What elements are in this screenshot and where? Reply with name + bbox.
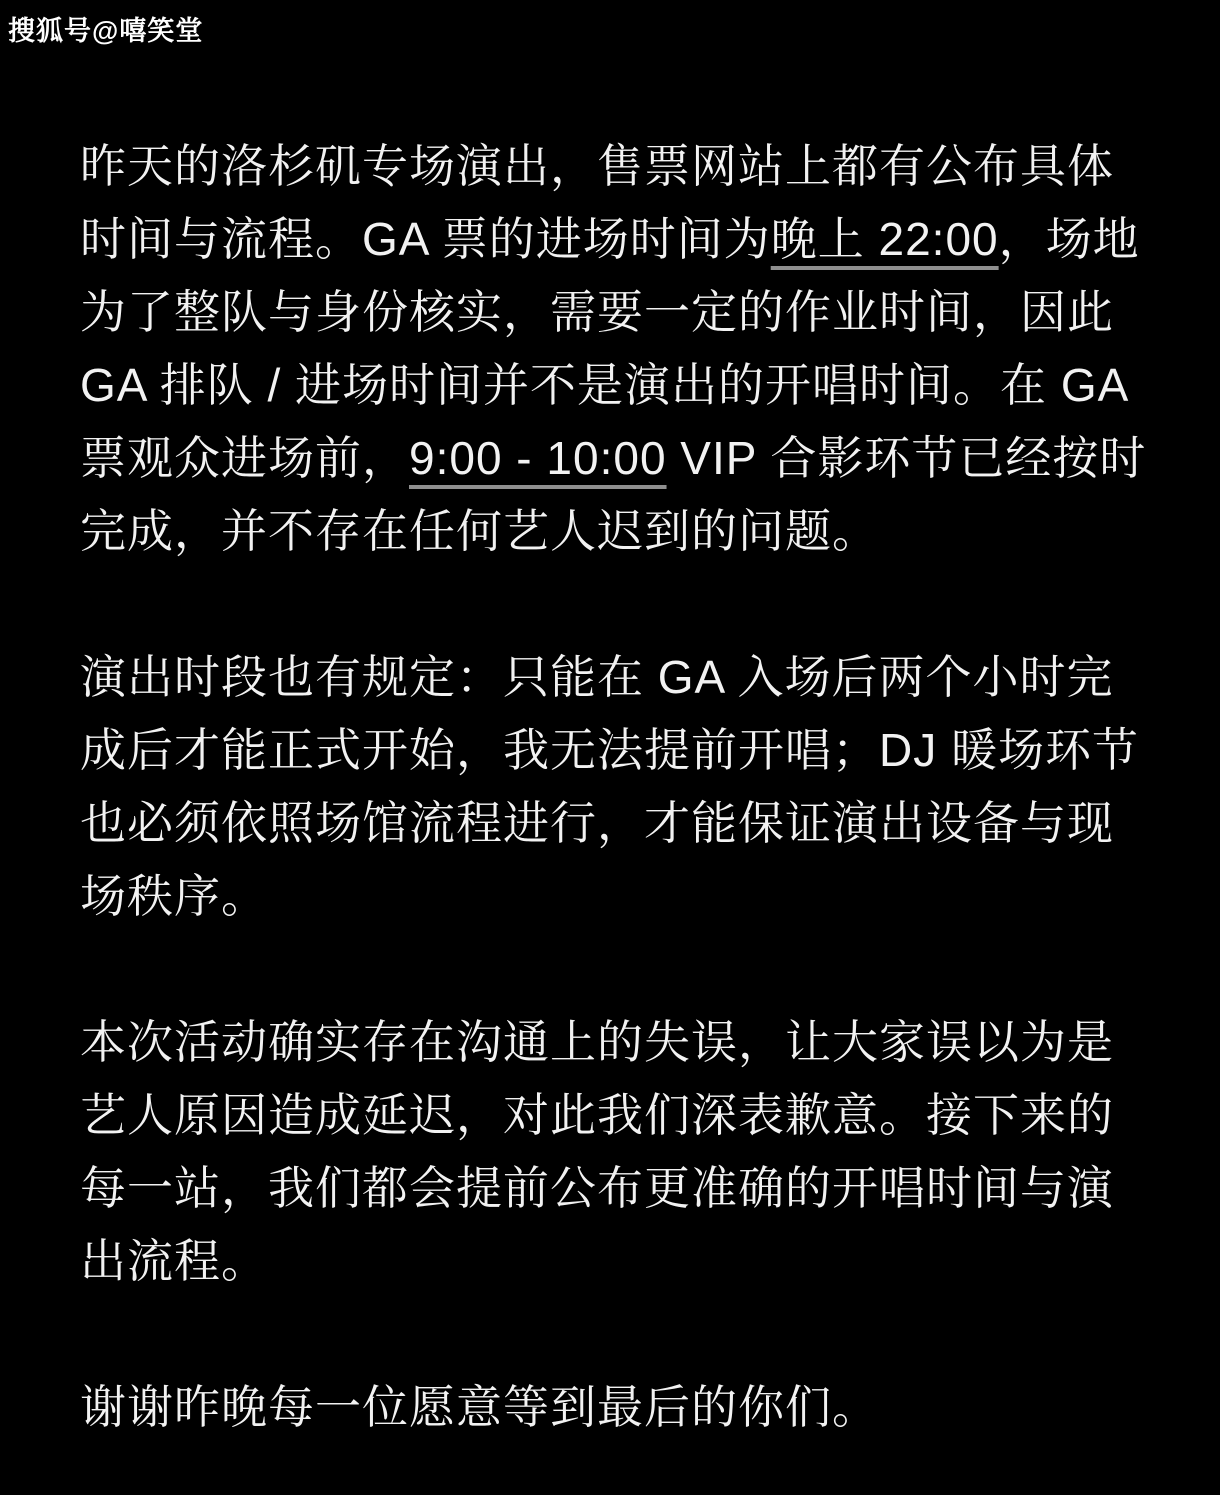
text-segment: 完成，并不存在任何艺人迟到的问题。 — [80, 505, 879, 557]
text-line — [80, 1371, 1160, 1444]
text-segment: 场秩序。 — [80, 870, 268, 922]
text-segment: ，场地 — [998, 213, 1140, 265]
text-segment: VIP 合影环节已经按时 — [666, 432, 1147, 484]
text-segment: 为了整队与身份核实，需要一定的作业时间，因此 — [80, 286, 1114, 338]
ga-entry-time: 晚上 22:00 — [770, 213, 999, 265]
text-segment: 票观众进场前， — [80, 432, 409, 484]
paragraph — [80, 130, 1160, 568]
text-line — [80, 349, 1160, 422]
text-line — [80, 130, 1160, 203]
vip-photo-time: 9:00 - 10:00 — [409, 432, 667, 484]
text-segment: 谢谢昨晚每一位愿意等到最后的你们。 — [80, 1381, 879, 1433]
text-segment: 昨天的洛杉矶专场演出，售票网站上都有公布具体 — [80, 140, 1114, 192]
text-segment: 出流程。 — [80, 1235, 268, 1287]
text-segment: 本次活动确实存在沟通上的失误，让大家误以为是 — [80, 1016, 1114, 1068]
text-line — [80, 1006, 1160, 1079]
text-line — [80, 1152, 1160, 1225]
text-segment: 时间与流程。GA 票的进场时间为 — [80, 213, 771, 265]
text-line — [80, 1079, 1160, 1152]
text-segment: 演出时段也有规定：只能在 GA 入场后两个小时完 — [80, 651, 1114, 703]
text-segment: 也必须依照场馆流程进行，才能保证演出设备与现 — [80, 797, 1114, 849]
text-line — [80, 203, 1160, 276]
statement-body — [80, 130, 1160, 1444]
text-segment: 艺人原因造成延迟，对此我们深表歉意。接下来的 — [80, 1089, 1114, 1141]
text-segment: GA 排队 / 进场时间并不是演出的开唱时间。在 GA — [80, 359, 1130, 411]
watermark-sohu-account: 搜狐号@嘻笑堂 — [8, 16, 204, 46]
text-line — [80, 860, 1160, 933]
text-line — [80, 787, 1160, 860]
text-line — [80, 422, 1160, 495]
text-line — [80, 641, 1160, 714]
text-line — [80, 495, 1160, 568]
text-segment: 成后才能正式开始，我无法提前开唱；DJ 暖场环节 — [80, 724, 1139, 776]
text-line — [80, 714, 1160, 787]
paragraph — [80, 1006, 1160, 1298]
text-line — [80, 276, 1160, 349]
paragraph — [80, 1371, 1160, 1444]
text-segment: 每一站，我们都会提前公布更准确的开唱时间与演 — [80, 1162, 1114, 1214]
paragraph — [80, 641, 1160, 933]
text-line — [80, 1225, 1160, 1298]
